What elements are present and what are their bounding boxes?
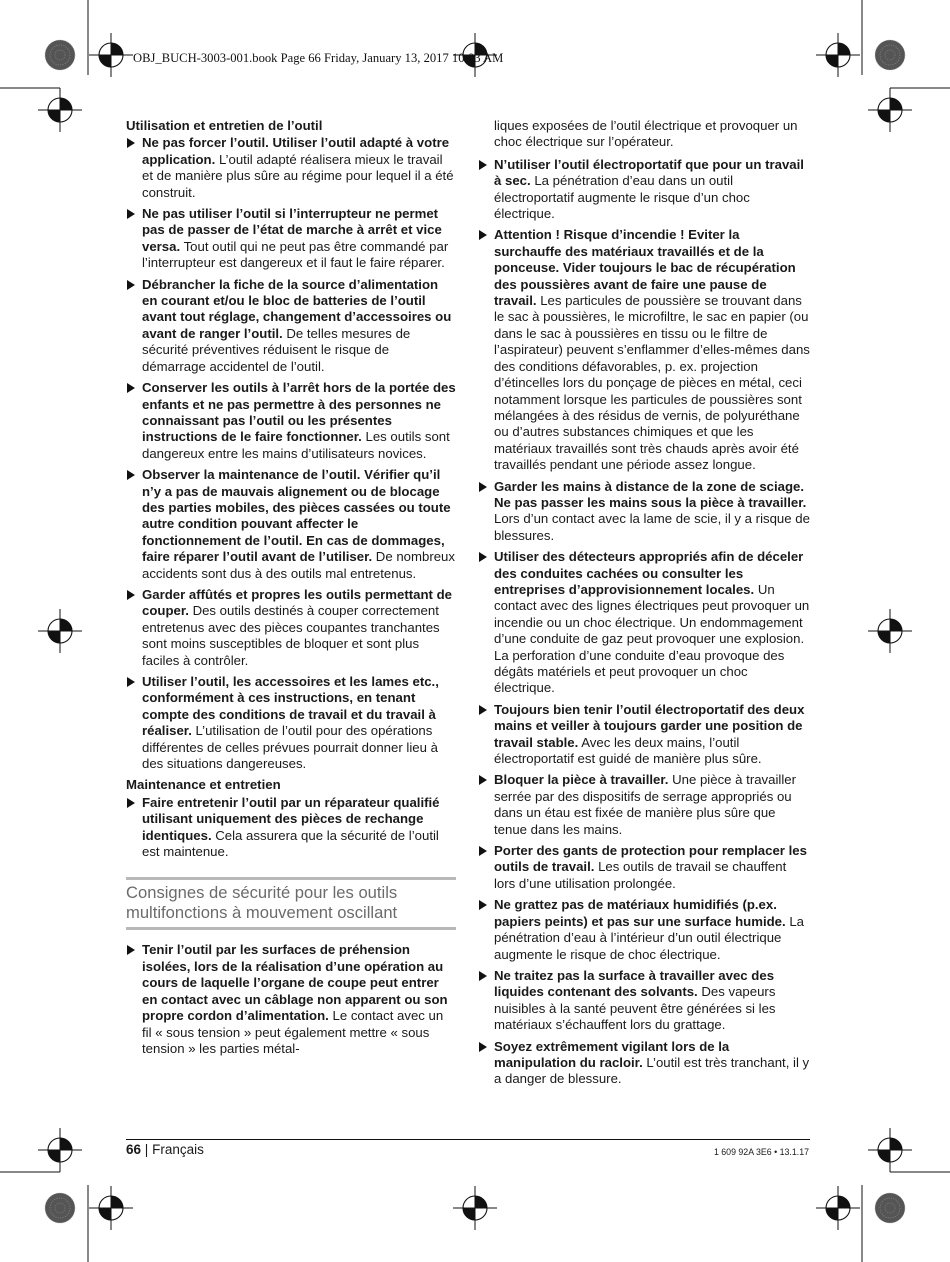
list-item: Utiliser l’outil, les accessoires et les lames etc., conformément à ces instructions, en tenant compte des conditions de travail et du travail à réaliser. L’utilisation de l’outil pour des opérations différentes de celles prévues pourrait donner lieu à des situations dangereuses.: [126, 674, 456, 772]
bullet-triangle-icon: [479, 900, 487, 910]
bullet-triangle-icon: [479, 971, 487, 981]
left-column: [126, 118, 456, 1062]
star-mark-top-right: [875, 40, 905, 70]
star-mark-bottom-right: [875, 1193, 905, 1223]
registration-mark-right-lower: [868, 1128, 912, 1172]
bullet-triangle-icon: [127, 138, 135, 148]
bullet-triangle-icon: [479, 230, 487, 240]
list-item: Garder affûtés et propres les outils permettant de couper. Des outils destinés à couper correctement entretenus avec des pièces coupantes tranchantes sont moins susceptibles de bloquer et sont plus faciles à contrôler.: [126, 587, 456, 669]
registration-mark-left-upper: [38, 88, 82, 132]
bullet-triangle-icon: [479, 775, 487, 785]
list-item: Garder les mains à distance de la zone de sciage. Ne pas passer les mains sous la pièce à travailler. Lors d’un contact avec la lame de scie, il y a risque de blessures.: [478, 479, 810, 545]
list-item: Porter des gants de protection pour remplacer les outils de travail. Les outils de travail se chauffent lors d’une utilisation prolongée.: [478, 843, 810, 892]
bullet-triangle-icon: [479, 160, 487, 170]
bullet-triangle-icon: [479, 1042, 487, 1052]
bullet-triangle-icon: [127, 590, 135, 600]
registration-mark-left-lower: [38, 1128, 82, 1172]
bullet-triangle-icon: [127, 470, 135, 480]
list-item: Bloquer la pièce à travailler. Une pièce à travailler serrée par des dispositifs de serrage appropriés ou dans un étau est fixée de manière plus sûre que tenue dans les mains.: [478, 772, 810, 838]
bullet-triangle-icon: [127, 677, 135, 687]
continued-paragraph: liques exposées de l’outil électrique et provoquer un choc électrique sur l’opérateur.: [494, 118, 798, 150]
registration-mark-right-middle: [868, 609, 912, 653]
list-item: N’utiliser l’outil électroportatif que pour un travail à sec. La pénétration d’eau dans un outil électroportatif augmente le risque d’un choc électrique.: [478, 157, 810, 223]
list-item: Ne traitez pas la surface à travailler avec des liquides contenant des solvants. Des vapeurs nuisibles à la santé peuvent être générées si les matériaux s’échauffent lors du grattage.: [478, 968, 810, 1034]
section-title-oscillating-tools: Consignes de sécurité pour les outils multifonctions à mouvement oscillant: [126, 877, 456, 930]
footer-separator: |: [144, 1142, 149, 1157]
registration-mark-right-upper: [868, 88, 912, 132]
list-item: Utiliser des détecteurs appropriés afin de déceler des conduites cachées ou consulter les entreprises d’approvisionnement locales. Un contact avec des lignes électriques peut provoquer un incendie ou un choc électrique. Un endommagement d’une conduite de gaz peut provoquer une explosion. La perforation d’une conduite d’eau provoque des dégâts matériels et peut provoquer un choc électrique.: [478, 549, 810, 697]
bullet-triangle-icon: [479, 705, 487, 715]
footer-language: Français: [152, 1142, 204, 1157]
list-item: Observer la maintenance de l’outil. Vérifier qu’il n’y a pas de mauvais alignement ou de blocage des parties mobiles, des pièces cassées ou toute autre condition pouvant affecter le fonctionnement de l’outil. En cas de dommages, faire réparer l’outil avant de l’utiliser. De nombreux accidents sont dus à des outils mal entretenus.: [126, 467, 456, 582]
bullet-triangle-icon: [479, 552, 487, 562]
registration-mark-top-right: [816, 33, 860, 77]
page-footer: [126, 1142, 204, 1157]
registration-mark-bottom-left: [89, 1186, 133, 1230]
bullet-triangle-icon: [479, 482, 487, 492]
section-heading-maintenance: Maintenance et entretien: [126, 777, 281, 793]
book-header-line: OBJ_BUCH-3003-001.book Page 66 Friday, January 13, 2017 10:03 AM: [133, 51, 504, 65]
star-mark-bottom-left: [45, 1193, 75, 1223]
list-item: Conserver les outils à l’arrêt hors de la portée des enfants et ne pas permettre à des personnes ne connaissant pas l’outil ou les présentes instructions de le faire fonctionner. Les outils sont dangereux entre les mains d’utilisateurs novices.: [126, 380, 456, 462]
registration-mark-left-middle: [38, 609, 82, 653]
bullet-triangle-icon: [479, 846, 487, 856]
registration-mark-bottom-right: [816, 1186, 860, 1230]
bullet-triangle-icon: [127, 280, 135, 290]
bullet-triangle-icon: [127, 945, 135, 955]
list-item: Ne grattez pas de matériaux humidifiés (p.ex. papiers peints) et pas sur une surface humide. La pénétration d’eau à l’intérieur d’un outil électrique augmente le risque de choc électrique.: [478, 897, 810, 963]
list-item: Soyez extrêmement vigilant lors de la manipulation du racloir. L’outil est très tranchant, il y a danger de blessure.: [478, 1039, 810, 1088]
document-code: 1 609 92A 3E6 • 13.1.17: [713, 1147, 809, 1157]
footer-divider: [126, 1139, 810, 1140]
list-item: Attention ! Risque d’incendie ! Eviter la surchauffe des matériaux travaillés et de la ponceuse. Vider toujours le bac de récupération des poussières avant de faire une pause de travail. Les particules de poussière se trouvant dans le sac à poussières, le microfiltre, le sac en papier (ou dans le sac à poussières en tissu ou le filtre de l’aspirateur) peuvent s’enflammer d’elles-mêmes dans des conditions défavorables, p. ex. projection d’étincelles lors du ponçage de pièces en métal, ceci notamment lorsque les particules de poussières sont mélangées à des résidus de vernis, de polyuréthane ou d’autres substances chimiques et que les matériaux travaillés sont très chauds après avoir été travaillés pendant une période assez longue.: [478, 227, 810, 473]
registration-mark-top-left: [89, 33, 133, 77]
section-heading-usage: Utilisation et entretien de l’outil: [126, 118, 323, 133]
list-item: Tenir l’outil par les surfaces de préhension isolées, lors de la réalisation d’une opération au cours de laquelle l’organe de coupe peut entrer en contact avec un câblage non apparent ou son propre cordon d’alimentation. Le contact avec un fil « sous tension » peut également mettre « sous tension » les parties métal-: [126, 942, 456, 1057]
registration-mark-bottom-center: [453, 1186, 497, 1230]
page-number: 66: [126, 1142, 142, 1157]
list-item: Ne pas forcer l’outil. Utiliser l’outil adapté à votre application. L’outil adapté réalisera mieux le travail et de manière plus sûre au régime pour lequel il a été construit.: [126, 135, 456, 201]
bullet-triangle-icon: [127, 209, 135, 219]
right-column: [478, 118, 810, 1093]
list-item: Faire entretenir l’outil par un réparateur qualifié utilisant uniquement des pièces de rechange identiques. Cela assurera que la sécurité de l’outil est maintenue.: [126, 795, 456, 861]
bullet-triangle-icon: [127, 383, 135, 393]
list-item: Ne pas utiliser l’outil si l’interrupteur ne permet pas de passer de l’état de marche à arrêt et vice versa. Tout outil qui ne peut pas être commandé par l’interrupteur est dangereux et il faut le faire réparer.: [126, 206, 456, 272]
list-item: Toujours bien tenir l’outil électroportatif des deux mains et veiller à toujours garder une position de travail stable. Avec les deux mains, l’outil électroportatif est guidé de manière plus sûre.: [478, 702, 810, 768]
bullet-triangle-icon: [127, 798, 135, 808]
star-mark-top-left: [45, 40, 75, 70]
list-item: Débrancher la fiche de la source d’alimentation en courant et/ou le bloc de batteries de l’outil avant tout réglage, changement d’accessoires ou avant de ranger l’outil. De telles mesures de sécurité préventives réduisent le risque de démarrage accidentel de l’outil.: [126, 277, 456, 375]
